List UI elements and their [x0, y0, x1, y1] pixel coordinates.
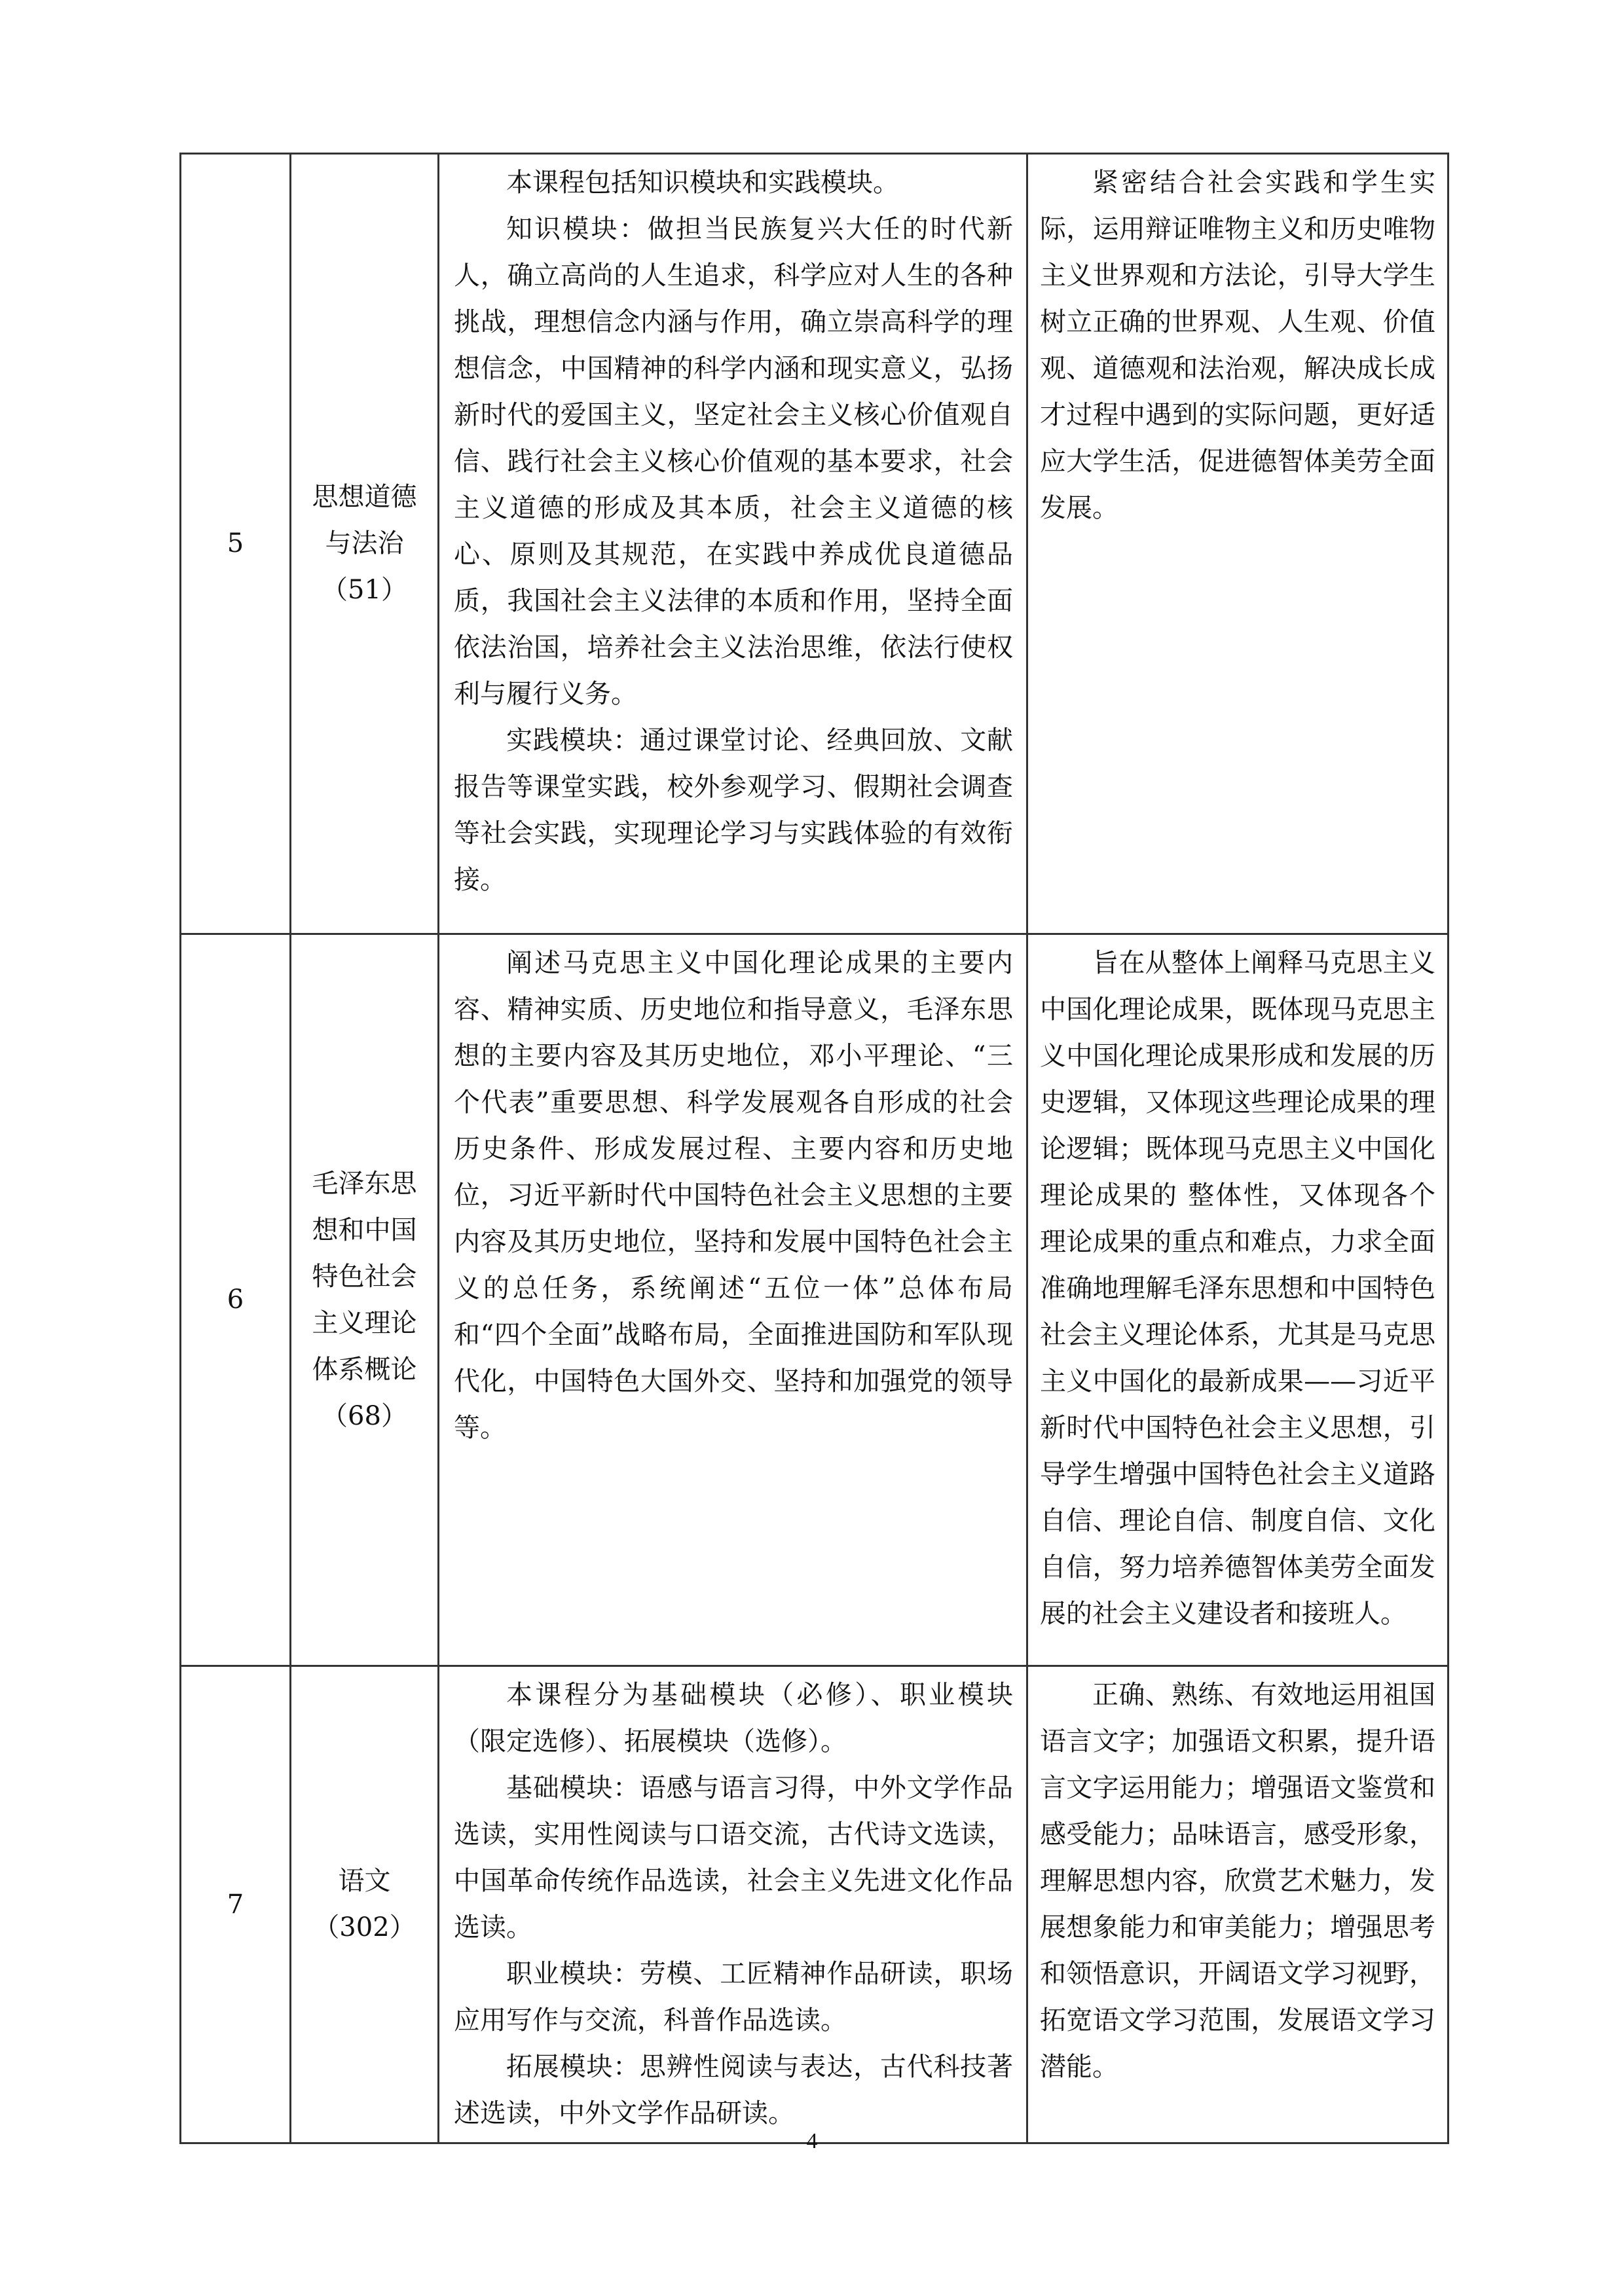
content-paragraph: 拓展模块：思辨性阅读与表达，古代科技著述选读，中外文学作品研读。: [454, 2052, 1013, 2128]
course-hours: （51）: [322, 575, 407, 605]
table-row-5: [181, 154, 1449, 934]
course-name-line: 与法治: [325, 528, 404, 558]
goal-paragraph: 紧密结合社会实践和学生实际，运用辩证唯物主义和历史唯物主义世界观和方法论，引导大学生树立正确的世界观、人生观、价值观、道德观和法治观，解决成长成才过程中遇到的实际问题，更好适应大学生活，促进德智体美劳全面发展。: [1040, 168, 1435, 523]
course-content: [439, 154, 1027, 934]
table-row-6: [181, 934, 1449, 1666]
content-paragraph: 阐述马克思主义中国化理论成果的主要内容、精神实质、历史地位和指导意义，毛泽东思想的主要内容及其历史地位，邓小平理论、“三个代表”重要思想、科学发展观各自形成的社会历史条件、形成发展过程、主要内容和历史地位，习近平新时代中国特色社会主义思想的主要内容及其历史地位，坚持和发展中国特色社会主义的总任务，系统阐述“五位一体”总体布局和“四个全面”战略布局，全面推进国防和军队现代化，中国特色大国外交、坚持和加强党的领导等。: [454, 948, 1013, 1443]
course-content: [439, 934, 1027, 1666]
content-paragraph: 基础模块：语感与语言习得，中外文学作品选读，实用性阅读与口语交流，古代诗文选读，中国革命传统作品选读，社会主义先进文化作品选读。: [454, 1773, 1013, 1942]
content-paragraph: 职业模块：劳模、工匠精神作品研读，职场应用写作与交流，科普作品选读。: [454, 1959, 1013, 2035]
course-table: [179, 153, 1449, 2144]
course-name-line: 特色社会: [312, 1261, 417, 1292]
course-name-line: 毛泽东思: [312, 1168, 417, 1199]
course-name-line: 思想道德: [312, 482, 417, 512]
course-name-line: 体系概论: [312, 1354, 417, 1385]
content-paragraph: 实践模块：通过课堂讨论、经典回放、文献报告等课堂实践，校外参观学习、假期社会调查等社会实践，实现理论学习与实践体验的有效衔接。: [454, 725, 1013, 895]
row-number: 5: [181, 154, 291, 934]
row-number: 7: [181, 1666, 291, 2143]
content-paragraph: 本课程包括知识模块和实践模块。: [506, 168, 899, 198]
course-name: [291, 934, 439, 1666]
course-name-line: 想和中国: [312, 1214, 417, 1245]
content-paragraph: 本课程分为基础模块（必修）、职业模块（限定选修）、拓展模块（选修）。: [454, 1680, 1013, 1757]
course-name-line: 主义理论: [312, 1307, 417, 1338]
course-hours: （68）: [322, 1400, 407, 1431]
goal-paragraph: 正确、熟练、有效地运用祖国语言文字；加强语文积累，提升语言文字运用能力；增强语文鉴赏和感受能力；品味语言，感受形象，理解思想内容，欣赏艺术魅力，发展想象能力和审美能力；增强思考和领悟意识，开阔语文学习视野，拓宽语文学习范围，发展语文学习潜能。: [1040, 1680, 1435, 2082]
row-number: 6: [181, 934, 291, 1666]
course-goal: [1027, 934, 1449, 1666]
course-goal: [1027, 1666, 1449, 2143]
course-goal: [1027, 154, 1449, 934]
course-hours: （302）: [313, 1912, 416, 1942]
course-content: [439, 1666, 1027, 2143]
course-name: [291, 154, 439, 934]
goal-paragraph: 旨在从整体上阐释马克思主义中国化理论成果，既体现马克思主义中国化理论成果形成和发展的历史逻辑，又体现这些理论成果的理论逻辑；既体现马克思主义中国化理论成果的 整体性，又体现各个理论成果的重点和难点，力求全面准确地理解毛泽东思想和中国特色社会主义理论体系，尤其是马克思主义中国化的最新成果——习近平新时代中国特色社会主义思想，引导学生增强中国特色社会主义道路自信、理论自信、制度自信、文化自信，努力培养德智体美劳全面发展的社会主义建设者和接班人。: [1040, 948, 1435, 1629]
course-name: [291, 1666, 439, 2143]
course-name-line: 语文: [338, 1866, 391, 1896]
content-paragraph: 知识模块：做担当民族复兴大任的时代新人，确立高尚的人生追求，科学应对人生的各种挑战，理想信念内涵与作用，确立崇高科学的理想信念，中国精神的科学内涵和现实意义，弘扬新时代的爱国主义，坚定社会主义核心价值观自信、践行社会主义核心价值观的基本要求，社会主义道德的形成及其本质，社会主义道德的核心、原则及其规范，在实践中养成优良道德品质，我国社会主义法律的本质和作用，坚持全面依法治国，培养社会主义法治思维，依法行使权利与履行义务。: [454, 214, 1013, 709]
table-row-7: [181, 1666, 1449, 2143]
page-number: 4: [806, 2129, 818, 2153]
